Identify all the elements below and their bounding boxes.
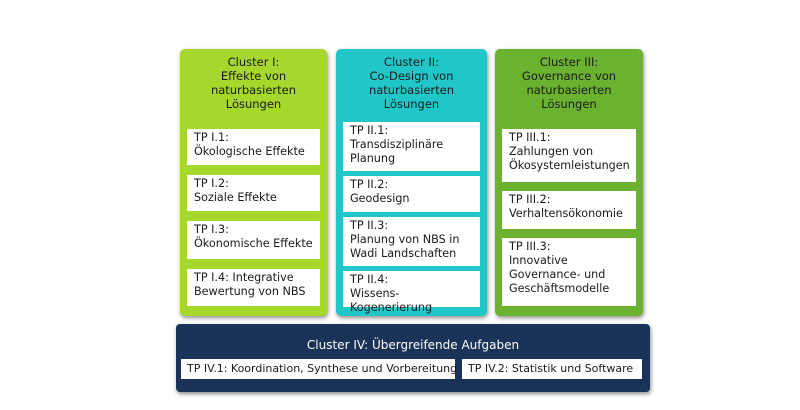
cluster-3 [495,49,643,316]
tp-2-2: TP II.2: Geodesign [343,176,480,212]
cluster-2-title: Cluster II: Co-Design von naturbasierten Lösungen [368,55,455,111]
cluster-1-title: Cluster I: Effekte von naturbasierten Lösungen [210,55,297,111]
cluster-1 [180,49,327,316]
tp-1-1: TP I.1: Ökologische Effekte [187,129,320,165]
tp-3-3: TP III.3: Innovative Governance- und Geschäftsmodelle [502,238,636,306]
tp-1-2: TP I.2: Soziale Effekte [187,175,320,211]
tp-3-2: TP III.2: Verhaltensökonomie [502,191,636,229]
cluster-4-title: Cluster IV: Übergreifende Aufgaben [306,338,520,352]
tp-1-3: TP I.3: Ökonomische Effekte [187,221,320,259]
tp-3-1: TP III.1: Zahlungen von Ökosystemleistungen [502,129,636,182]
tp-4-1: TP IV.1: Koordination, Synthese und Vorbereitung [181,359,455,379]
cluster-2 [336,49,487,316]
cluster-3-title: Cluster III: Governance von naturbasierten Lösungen [521,55,617,111]
tp-2-4: TP II.4: Wissens-Kogenerierung [343,271,480,307]
cluster-4 [176,324,650,392]
tp-2-1: TP II.1: Transdisziplinäre Planung [343,122,480,171]
tp-4-2: TP IV.2: Statistik und Software [462,359,642,379]
tp-2-3: TP II.3: Planung von NBS in Wadi Landschaften [343,217,480,266]
tp-1-4: TP I.4: Integrative Bewertung von NBS [187,269,320,306]
